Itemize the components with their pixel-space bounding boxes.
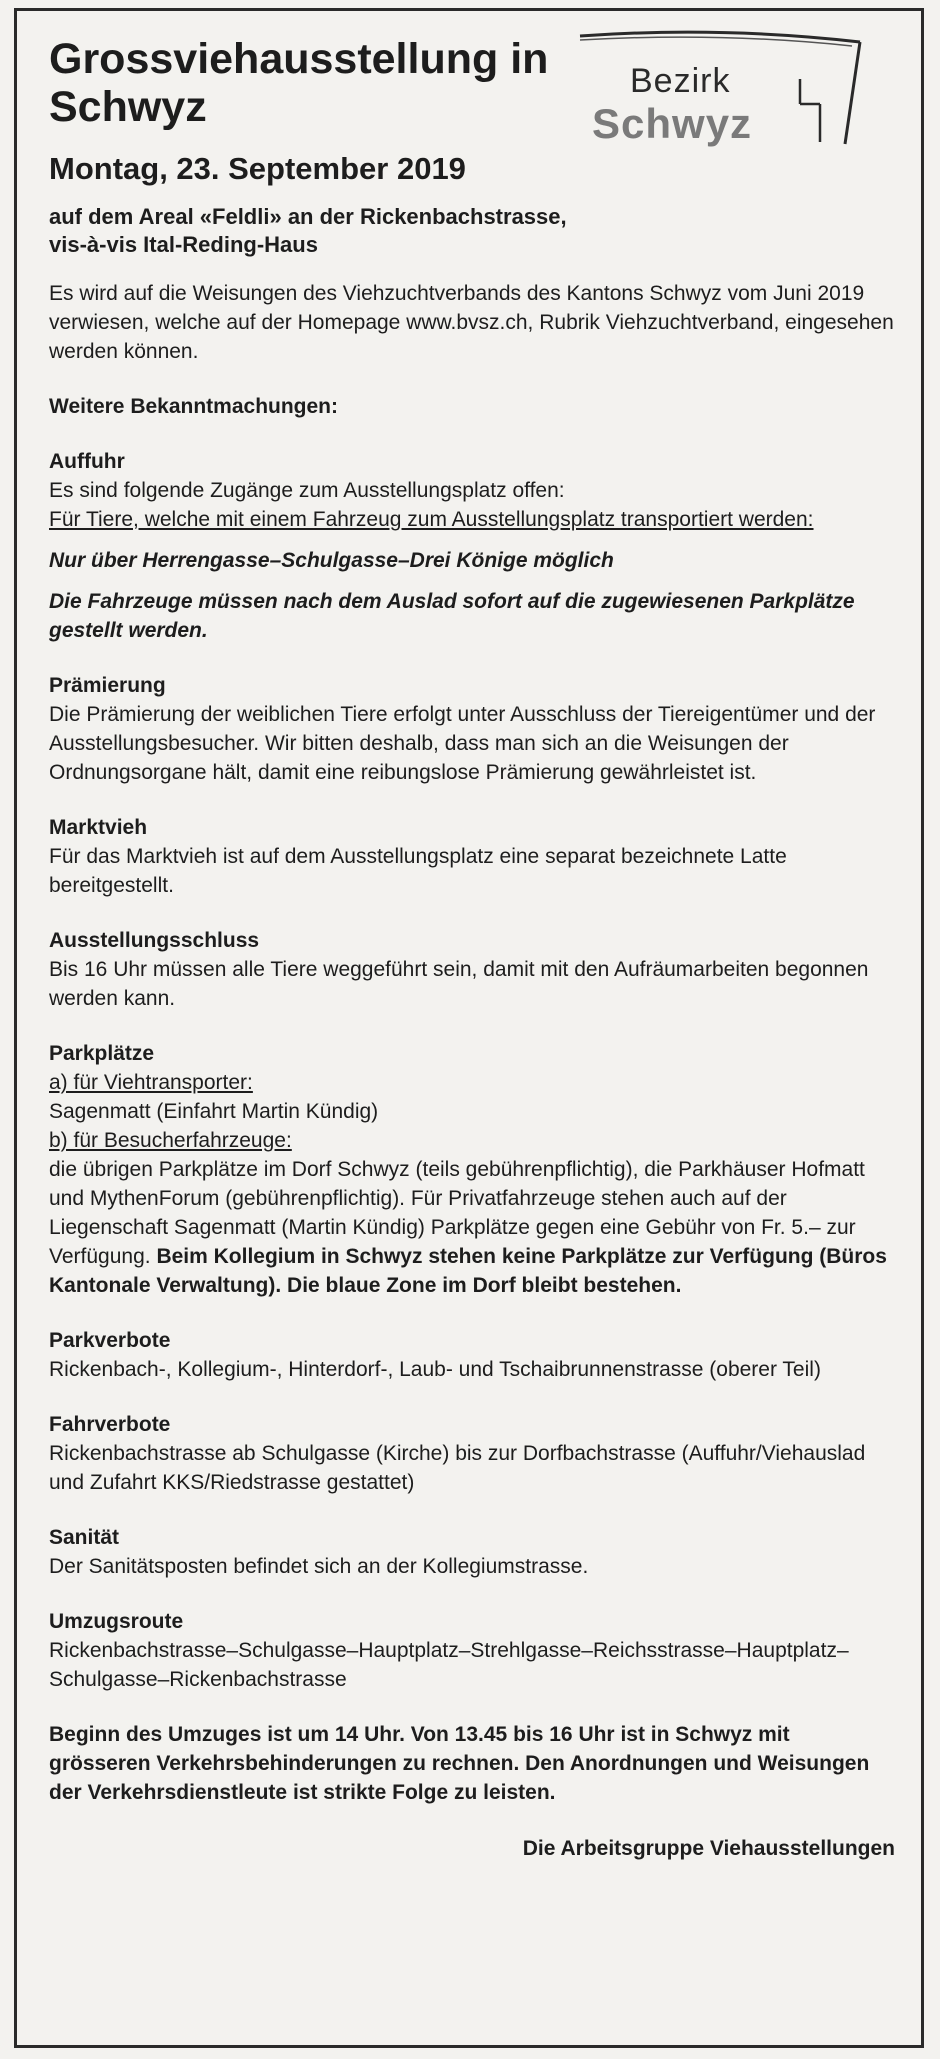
umzugsroute-heading: Umzugsroute <box>49 1610 184 1633</box>
section-praemierung <box>49 671 895 787</box>
location-line-1: auf dem Areal «Feldli» an der Rickenbachstrasse, <box>49 204 567 229</box>
praemierung-text: Die Prämierung der weiblichen Tiere erfolgt unter Ausschluss der Tiereigentümer und der Ausstellungsbesucher. Wir bitten deshalb, dass man sich an die Weisungen der Ordnungsorgane hält, damit eine reibungslose Prämierung gewährleistet ist. <box>49 703 876 784</box>
schluss-heading: Ausstellungsschluss <box>49 929 260 952</box>
auffuhr-route: Nur über Herrengasse–Schulgasse–Drei Könige möglich <box>49 549 614 572</box>
auffuhr-underline: Für Tiere, welche mit einem Fahrzeug zum Ausstellungsplatz transportiert werden: <box>49 508 814 531</box>
parkplaetze-a-text: Sagenmatt (Einfahrt Martin Kündig) <box>49 1100 379 1123</box>
intro-text: Es wird auf die Weisungen des Viehzuchtverbands des Kantons Schwyz vom Juni 2019 verwiesen, welche auf der Homepage www.bvsz.ch, Rubrik Viehzuchtverband, eingesehen werden können. <box>49 282 894 363</box>
further-heading: Weitere Bekanntmachungen: <box>49 395 339 418</box>
section-auffuhr <box>49 447 895 645</box>
location-line-2: vis-à-vis Ital-Reding-Haus <box>49 232 318 257</box>
parkplaetze-a-label: a) für Viehtransporter: <box>49 1071 253 1094</box>
parkverbote-text: Rickenbach-, Kollegium-, Hinterdorf-, Laub- und Tschaibrunnenstrasse (oberer Teil) <box>49 1358 821 1381</box>
auffuhr-text: Es sind folgende Zugänge zum Ausstellungsplatz offen: <box>49 479 565 502</box>
section-umzugsroute <box>49 1607 895 1694</box>
marktvieh-text: Für das Marktvieh ist auf dem Ausstellungsplatz eine separat bezeichnete Latte bereitgestellt. <box>49 845 787 897</box>
parkplaetze-b-label: b) für Besucherfahrzeuge: <box>49 1129 292 1152</box>
auffuhr-note: Die Fahrzeuge müssen nach dem Auslad sofort auf die zugewiesenen Parkplätze gestellt werden. <box>49 590 855 642</box>
section-parkverbote <box>49 1326 895 1384</box>
auffuhr-heading: Auffuhr <box>49 450 125 473</box>
announcement-frame <box>14 8 924 2048</box>
parkplaetze-heading: Parkplätze <box>49 1042 155 1065</box>
section-marktvieh <box>49 813 895 900</box>
marktvieh-heading: Marktvieh <box>49 816 148 839</box>
schluss-text: Bis 16 Uhr müssen alle Tiere weggeführt sein, damit mit den Aufräumarbeiten begonnen werden kann. <box>49 958 869 1010</box>
fahrverbote-text: Rickenbachstrasse ab Schulgasse (Kirche) bis zur Dorfbachstrasse (Auffuhr/Viehauslad und Zufahrt KKS/Riedstrasse gestattet) <box>49 1442 866 1494</box>
section-fahrverbote <box>49 1410 895 1497</box>
closing-notice: Beginn des Umzuges ist um 14 Uhr. Von 13.45 bis 16 Uhr ist in Schwyz mit grösseren Verkehrsbehinderungen zu rechnen. Den Anordnungen und Weisungen der Verkehrsdienstleute ist strikte Folge zu leisten. <box>49 1723 870 1804</box>
parkplaetze-b-text: die übrigen Parkplätze im Dorf Schwyz (teils gebührenpflichtig), die Parkhäuser Hofmatt und MythenForum (gebührenpflichtig). Für Privatfahrzeuge stehen auch auf der Liegenschaft Sagenmatt (Martin Kündig) Parkplätze gegen eine Gebühr von Fr. 5.– zur Verfügung. <box>49 1158 865 1268</box>
sanitaet-heading: Sanität <box>49 1526 120 1549</box>
umzugsroute-text: Rickenbachstrasse–Schulgasse–Hauptplatz–Strehlgasse–Reichsstrasse–Hauptplatz–Schulgasse–Rickenbachstrasse <box>49 1639 849 1691</box>
fahrverbote-heading: Fahrverbote <box>49 1413 171 1436</box>
section-ausstellungsschluss <box>49 926 895 1013</box>
logo-text-schwyz: Schwyz <box>592 100 753 147</box>
page-title: Grossviehausstellung in Schwyz <box>49 35 549 131</box>
parkplaetze-b-paragraph <box>49 1155 895 1300</box>
parkplaetze-b-bold: Beim Kollegium in Schwyz stehen keine Parkplätze zur Verfügung (Büros Kantonale Verwaltung). Die blaue Zone im Dorf bleibt bestehen. <box>49 1245 887 1297</box>
section-sanitaet <box>49 1523 895 1581</box>
sanitaet-text: Der Sanitätsposten befindet sich an der Kollegiumstrasse. <box>49 1555 589 1578</box>
event-location <box>49 203 895 259</box>
signature: Die Arbeitsgruppe Viehausstellungen <box>522 1837 895 1860</box>
parkverbote-heading: Parkverbote <box>49 1329 171 1352</box>
logo-text-bezirk: Bezirk <box>630 62 731 100</box>
praemierung-heading: Prämierung <box>49 674 166 697</box>
event-date: Montag, 23. September 2019 <box>49 151 466 186</box>
bezirk-schwyz-logo <box>570 24 880 159</box>
section-parkplaetze <box>49 1039 895 1300</box>
